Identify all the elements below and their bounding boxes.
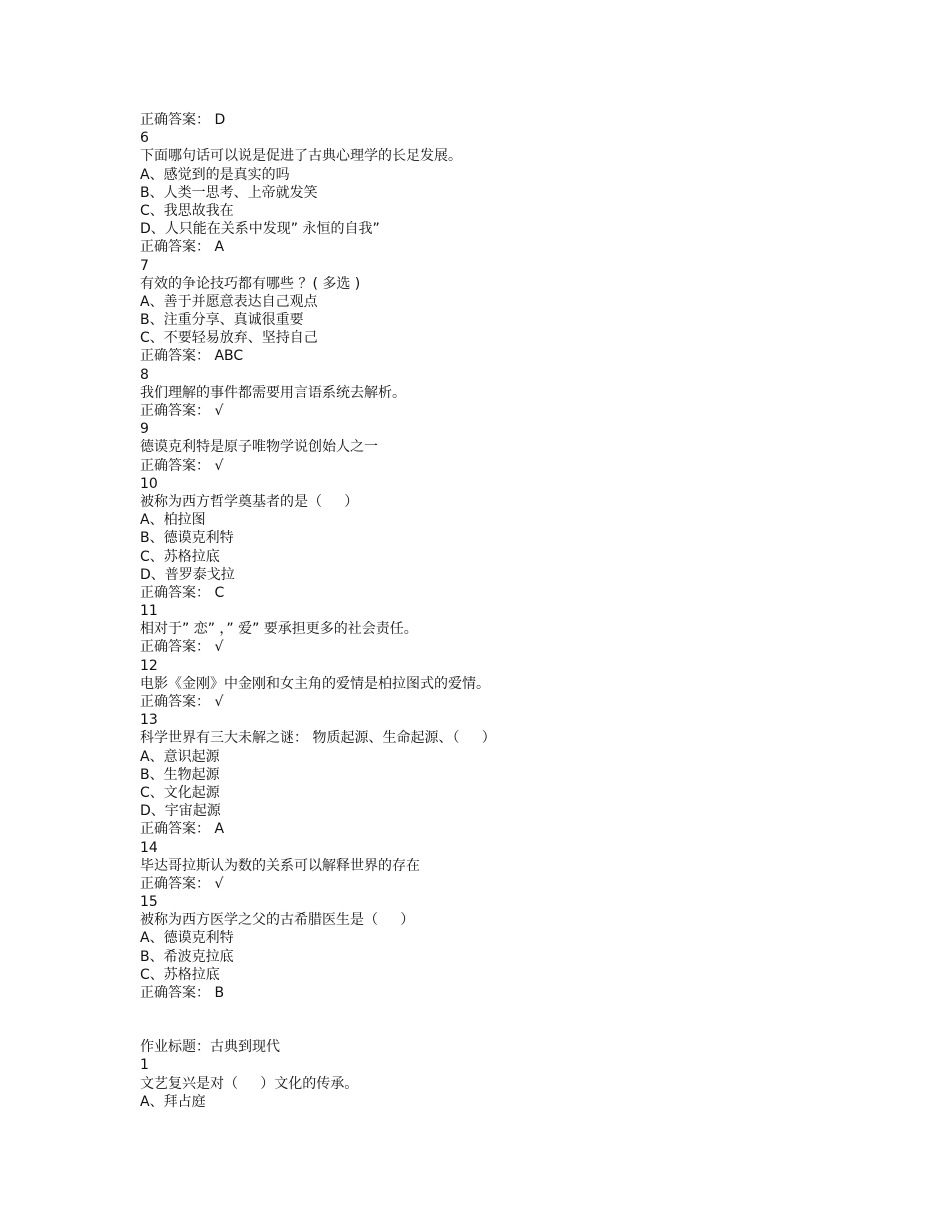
text-line: 正确答案： √	[140, 639, 224, 656]
text-line: 8	[140, 366, 149, 383]
text-line: A、柏拉图	[140, 512, 206, 529]
text-line: 7	[140, 257, 149, 274]
text-line: 正确答案： B	[140, 985, 225, 1001]
text-line: 被称为西方哲学奠基者的是（ ）	[140, 493, 359, 510]
question-block-1	[140, 111, 900, 1002]
text-line: D、宇宙起源	[140, 803, 221, 820]
text-line: 正确答案： √	[140, 875, 224, 892]
text-line: A、意识起源	[140, 748, 220, 765]
text-line: 正确答案： D	[140, 112, 226, 128]
text-line: 正确答案： C	[140, 584, 225, 601]
text-line: C、我思故我在	[140, 202, 234, 219]
text-line: D、普罗泰戈拉	[140, 566, 235, 583]
text-line: 15	[140, 894, 158, 911]
text-line: C、苏格拉底	[140, 548, 220, 565]
document-page	[140, 111, 900, 1111]
text-line: 12	[140, 657, 158, 674]
text-line: C、文化起源	[140, 784, 220, 801]
text-line: 相对于” 恋” ，” 爱” 要承担更多的社会责任。	[140, 621, 418, 638]
text-line: 作业标题：古典到现代	[140, 1039, 280, 1056]
text-line: 10	[140, 475, 158, 492]
text-line: 文艺复兴是对（ ）文化的传承。	[140, 1075, 359, 1092]
text-line: 11	[140, 603, 158, 620]
text-line: 正确答案： A	[140, 821, 225, 838]
text-line: 正确答案： √	[140, 403, 224, 419]
text-line: 1	[140, 1057, 149, 1074]
text-line: B、希波克拉底	[140, 948, 234, 965]
text-line: 13	[140, 712, 158, 729]
text-line: B、德谟克利特	[140, 530, 234, 547]
text-line: A、感觉到的是真实的吗	[140, 166, 290, 183]
text-line: B、生物起源	[140, 766, 220, 783]
text-line: D、人只能在关系中发现” 永恒的自我”	[140, 221, 380, 238]
question-block-2	[140, 1038, 900, 1111]
text-line: 14	[140, 839, 158, 856]
text-line: 有效的争论技巧都有哪些 ？( 多选 )	[140, 275, 361, 292]
text-line: 正确答案： √	[140, 694, 224, 710]
text-line: B、注重分享、真诚很重要	[140, 312, 304, 329]
text-line: B、人类一思考、上帝就发笑	[140, 184, 318, 201]
text-line: A、善于并愿意表达自己观点	[140, 293, 318, 310]
text-line: A、拜占庭	[140, 1093, 206, 1110]
text-line: 正确答案： ABC	[140, 348, 244, 365]
text-line: 正确答案： √	[140, 457, 224, 474]
text-line: A、德谟克利特	[140, 930, 234, 947]
text-line: 德谟克利特是原子唯物学说创始人之一	[140, 439, 378, 456]
section-gap	[140, 1002, 900, 1038]
text-line: 科学世界有三大未解之谜： 物质起源、生命起源、（ ）	[140, 730, 496, 747]
text-line: 我们理解的事件都需要用言语系统去解析。	[140, 384, 406, 401]
text-line: 电影《金刚》中金刚和女主角的爱情是柏拉图式的爱情。	[140, 675, 490, 692]
text-line: 下面哪句话可以说是促进了古典心理学的长足发展。	[140, 148, 462, 165]
text-line: 9	[140, 421, 149, 438]
text-line: 被称为西方医学之父的古希腊医生是（ ）	[140, 912, 415, 929]
text-line: 6	[140, 130, 149, 147]
text-line: 毕达哥拉斯认为数的关系可以解释世界的存在	[140, 857, 420, 874]
text-line: 正确答案： A	[140, 239, 225, 256]
text-line: C、苏格拉底	[140, 966, 220, 983]
text-line: C、不要轻易放弃、坚持自己	[140, 330, 318, 347]
